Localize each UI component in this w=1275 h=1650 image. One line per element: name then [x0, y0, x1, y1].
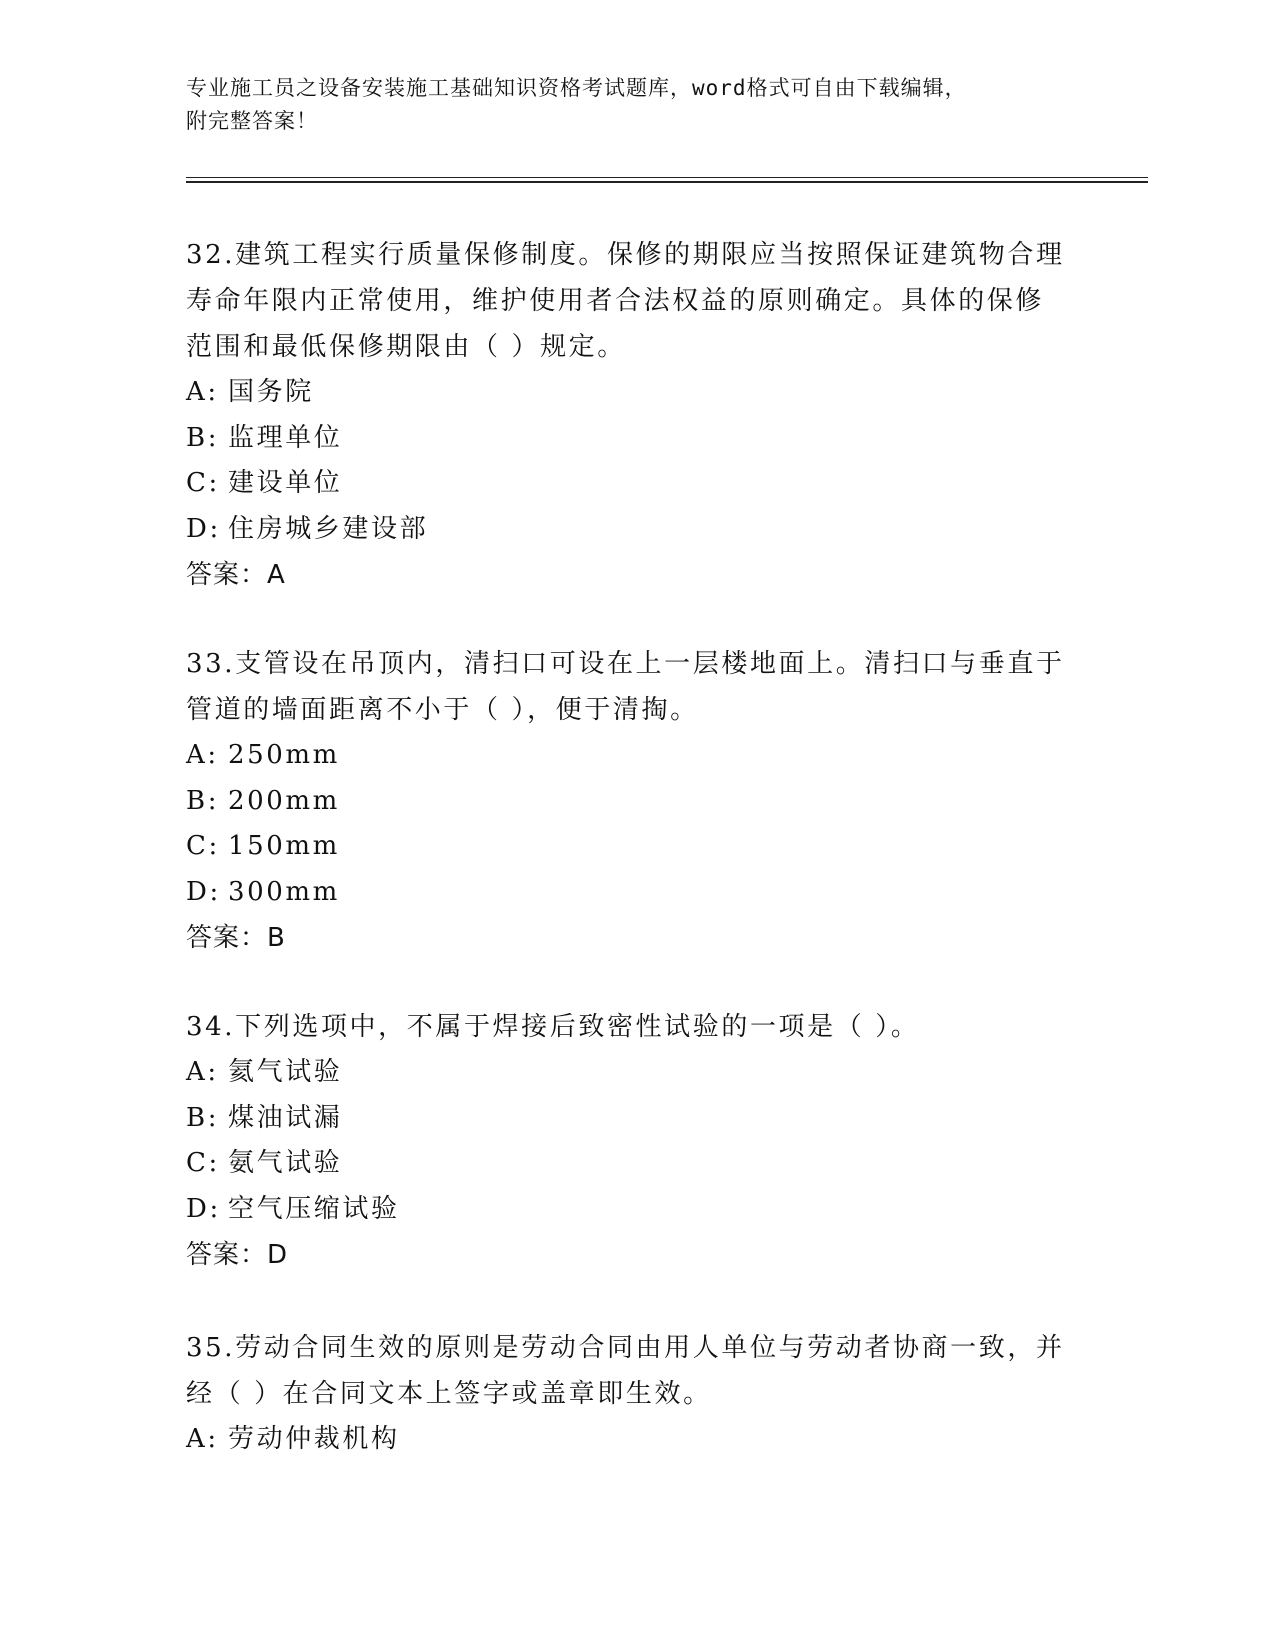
option-key: C:: [186, 1148, 220, 1178]
option-key: B:: [186, 785, 220, 816]
question-stem: [186, 1004, 1086, 1050]
option-c: [186, 824, 1086, 870]
answer-line: 答案：A: [186, 560, 286, 590]
option-key: A:: [186, 1057, 219, 1087]
option-key: A:: [186, 1424, 219, 1454]
option-key: C:: [186, 831, 220, 861]
option-text: 氨气试验: [228, 1148, 343, 1178]
option-b: [186, 779, 1086, 825]
option-d: [186, 507, 1086, 553]
header-line-2: 附完整答案！: [186, 109, 318, 133]
option-key: D:: [186, 1193, 221, 1224]
option-b: [186, 416, 1086, 462]
header-line-1: 专业施工员之设备安装施工基础知识资格考试题库，word格式可自由下载编辑，: [186, 76, 967, 100]
option-key: B:: [186, 1102, 220, 1133]
option-c: [186, 461, 1086, 507]
stem-line: 34.下列选项中，不属于焊接后致密性试验的一项是（ ）。: [186, 1012, 920, 1042]
header-divider-bottom: [186, 181, 1148, 183]
stem-line: 35.劳动合同生效的原则是劳动合同由用人单位与劳动者协商一致，并: [186, 1333, 1065, 1363]
option-c: [186, 1141, 1086, 1187]
stem-line: 32.建筑工程实行质量保修制度。保修的期限应当按照保证建筑物合理: [186, 240, 1065, 270]
stem-line: 范围和最低保修期限由（ ）规定。: [186, 332, 626, 362]
option-text: 监理单位: [228, 422, 343, 453]
option-key: D:: [186, 513, 221, 544]
question-stem: [186, 232, 1086, 370]
option-b: [186, 1096, 1086, 1142]
answer-line: 答案：D: [186, 1240, 289, 1270]
stem-line: 管道的墙面距离不小于（ ），便于清掏。: [186, 695, 699, 725]
option-text: 150mm: [228, 831, 340, 861]
stem-line: 寿命年限内正常使用，维护使用者合法权益的原则确定。具体的保修: [186, 286, 1045, 316]
option-text: 300mm: [228, 876, 340, 907]
option-text: 建设单位: [228, 468, 343, 498]
option-text: 200mm: [228, 785, 340, 816]
option-text: 国务院: [228, 377, 314, 407]
option-text: 住房城乡建设部: [228, 513, 429, 544]
question-33: [186, 641, 1086, 961]
stem-line: 33.支管设在吊顶内，清扫口可设在上一层楼地面上。清扫口与垂直于: [186, 649, 1065, 679]
option-key: B:: [186, 422, 220, 453]
option-text: 煤油试漏: [228, 1102, 343, 1133]
option-a: [186, 370, 1086, 416]
option-d: [186, 870, 1086, 916]
option-text: 氦气试验: [228, 1057, 343, 1087]
question-stem: [186, 641, 1086, 733]
option-text: 250mm: [228, 740, 340, 770]
option-d: [186, 1187, 1086, 1233]
document-header: [186, 72, 1086, 138]
option-key: D:: [186, 876, 221, 907]
question-32: [186, 232, 1086, 598]
option-text: 空气压缩试验: [228, 1193, 400, 1224]
option-key: A:: [186, 377, 219, 407]
question-stem: [186, 1325, 1086, 1417]
option-key: C:: [186, 468, 220, 498]
option-a: [186, 1050, 1086, 1096]
option-a: [186, 1417, 1086, 1463]
answer-line: 答案：B: [186, 923, 286, 953]
option-key: A:: [186, 740, 219, 770]
option-a: [186, 733, 1086, 779]
stem-line: 经（ ）在合同文本上签字或盖章即生效。: [186, 1379, 712, 1409]
question-35: [186, 1325, 1086, 1463]
question-34: [186, 1004, 1086, 1278]
header-divider-top: [186, 177, 1148, 178]
option-text: 劳动仲裁机构: [228, 1424, 400, 1454]
